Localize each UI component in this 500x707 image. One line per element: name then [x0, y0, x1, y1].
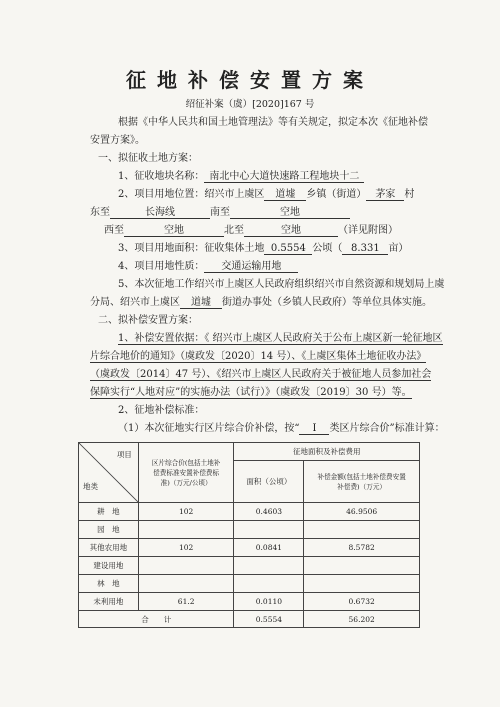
land-type-cell: 其他农用地: [79, 539, 139, 557]
item-5-line-2: [90, 296, 432, 309]
item-3: [118, 242, 408, 255]
area-header: 面积（公顷）: [234, 461, 304, 503]
amount-cell: 0.6732: [304, 593, 420, 611]
basis-line-4: [90, 386, 412, 399]
total-amount: 56.202: [304, 611, 420, 628]
basis-line-3: [90, 368, 431, 381]
corner-top-label: 项目: [116, 450, 132, 459]
item-5-line-1: 5、本次征地工作绍兴市上虞区人民政府组织绍兴市自然资源和规划局上虞: [118, 279, 445, 290]
area-cell: [234, 575, 304, 593]
price-cell: [138, 575, 234, 593]
item-3-mu: 8.331: [342, 243, 388, 255]
east-value: 长海线: [110, 207, 210, 219]
item-3-label: 3、项目用地面积：征收集体土地: [118, 243, 265, 254]
section-2-heading: 二、拟补偿安置方案：: [98, 315, 198, 326]
basis-line-2: [90, 350, 426, 363]
south-value: 空地: [230, 207, 350, 219]
basis-line-1-text: 1、补偿安置依据：《 绍兴市上虞区人民政府关于公布上虞区新一轮征地区: [118, 333, 443, 344]
item-4: [118, 260, 298, 273]
boundary-west-north: [104, 224, 398, 237]
east-label: 东至: [90, 207, 110, 218]
price-header: [138, 443, 234, 503]
group-header: 征地面积及补偿费用: [234, 443, 420, 461]
table-row: [79, 503, 420, 521]
price-header-line-1: 区片综合价(包括土地补: [151, 458, 221, 467]
amount-header-line-2: 补偿费)（万元）: [337, 482, 387, 491]
land-type-cell: 林 地: [79, 575, 139, 593]
item-1-value: 南北中心大道快速路工程地块十二: [204, 171, 364, 183]
corner-bottom-label: 地类: [83, 482, 98, 491]
amount-cell: [304, 521, 420, 539]
land-type-cell: 建设用地: [79, 557, 139, 575]
north-label: 北至: [224, 225, 244, 236]
intro-line-2: 安置方案》。: [90, 135, 145, 146]
area-cell: 0.4603: [234, 503, 304, 521]
land-type-cell: 耕 地: [79, 503, 139, 521]
item-4-label: 4、项目用地性质：: [118, 261, 205, 272]
north-value: 空地: [244, 225, 338, 237]
item-3-mu-unit: 亩）: [388, 243, 409, 254]
table-row: [79, 539, 420, 557]
table-corner-cell: [79, 443, 139, 503]
basis-line-2-text: 片综合地价的通知》（虞政发〔2020〕14 号）、《上虞区集体土地征收办法》: [90, 351, 427, 362]
price-header-line-3: 准)（万元/公顷）: [160, 478, 212, 487]
item-5-district: 道墟: [180, 297, 222, 309]
item-1: [118, 170, 364, 183]
total-row: [79, 611, 420, 628]
item-2-label: 2、项目用地位置：绍兴市上虞区: [118, 189, 265, 200]
area-cell: [234, 521, 304, 539]
amount-cell: 8.5782: [304, 539, 420, 557]
item-2-village: 茅家: [366, 189, 404, 201]
amount-cell: [304, 557, 420, 575]
table-row: [79, 557, 420, 575]
total-area: 0.5554: [234, 611, 304, 628]
item-2-mid: 乡镇（街道）: [306, 189, 367, 200]
area-cell: [234, 557, 304, 575]
item-2: [118, 188, 414, 201]
standard-line: [118, 422, 445, 435]
price-cell: 102: [138, 503, 234, 521]
standard-heading: 2、征地补偿标准：: [118, 405, 205, 416]
item-2-suffix: 村: [404, 189, 415, 200]
standard-prefix: （1）本次征地实行区片综合价补偿，按“: [118, 423, 300, 434]
amount-cell: [304, 575, 420, 593]
table-row: [79, 575, 420, 593]
section-1-heading: 一、拟征收土地方案：: [98, 153, 198, 164]
land-type-cell: 园 地: [79, 521, 139, 539]
document-title: 征地补偿安置方案: [126, 68, 374, 92]
area-cell: 0.0110: [234, 593, 304, 611]
total-label: 合 计: [79, 611, 234, 628]
table-row: [79, 521, 420, 539]
item-5-suffix: 街道办事处（乡镇人民政府）等单位具体实施。: [222, 297, 432, 308]
item-4-value: 交通运输用地: [204, 261, 298, 273]
basis-line-3-text: （虞政发〔2014〕47 号）、《绍兴市上虞区人民政府关于被征地人员参加社会: [90, 369, 432, 380]
item-3-hectares: 0.5554: [264, 243, 312, 255]
basis-line-4-text: 保障实行“人地对应”的实施办法（试行）》（虞政发〔2019〕30 号）等。: [90, 387, 412, 398]
land-type-cell: 未利用地: [79, 593, 139, 611]
standard-suffix: 类区片综合价”标准计算：: [329, 423, 445, 434]
compensation-table: [78, 442, 420, 628]
item-5-prefix: 分局、绍兴市上虞区: [90, 297, 180, 308]
document-number: 绍征补案（虞）[2020]167 号: [185, 99, 315, 110]
basis-line-1: [118, 332, 443, 345]
price-cell: 102: [138, 539, 234, 557]
standard-class: I: [299, 423, 329, 435]
item-1-label: 1、征收地块名称：: [118, 171, 205, 182]
table-row: [79, 593, 420, 611]
item-3-ha-unit: 公顷（: [312, 243, 343, 254]
amount-header: [304, 461, 420, 503]
price-header-line-2: 偿费标准安置补偿费标: [153, 468, 220, 477]
price-cell: [138, 521, 234, 539]
price-cell: 61.2: [138, 593, 234, 611]
area-cell: 0.0841: [234, 539, 304, 557]
amount-cell: 46.9506: [304, 503, 420, 521]
item-2-district: 道墟: [264, 189, 306, 201]
boundary-east-south: [90, 206, 350, 219]
west-value: 空地: [124, 225, 224, 237]
south-label: 南至: [210, 207, 230, 218]
see-map-note: （详见附图）: [338, 225, 398, 236]
amount-header-line-1: 补偿金额(包括土地补偿费安置: [317, 472, 406, 481]
intro-line-1: 根据《中华人民共和国土地管理法》等有关规定，拟定本次《征地补偿: [118, 117, 428, 128]
price-cell: [138, 557, 234, 575]
west-label: 西至: [104, 225, 124, 236]
